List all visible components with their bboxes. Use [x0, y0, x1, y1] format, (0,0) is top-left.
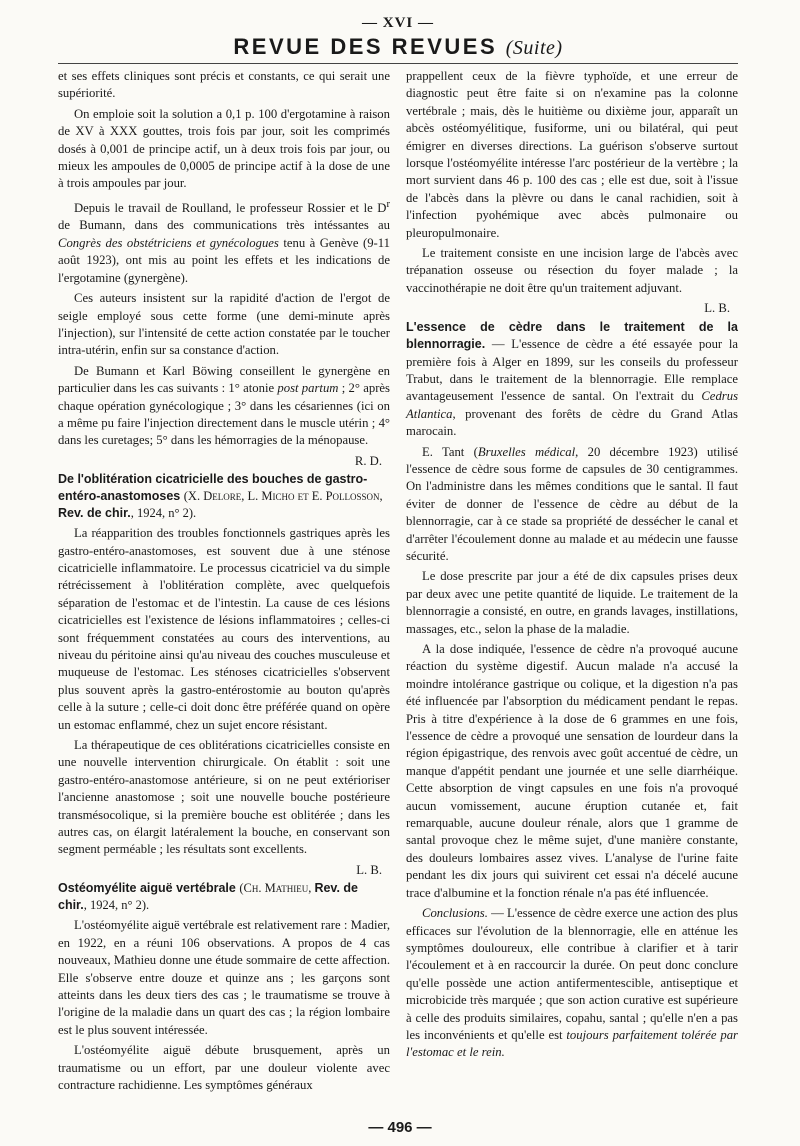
article-title — [58, 471, 390, 522]
article-title: L'essence de cèdre dans le traitement de la blennorragie. — [406, 319, 738, 352]
conclusions-label: Conclusions. — [422, 906, 488, 921]
running-title — [58, 34, 738, 61]
italic-run: Bruxelles médical — [477, 444, 576, 459]
running-title-text: REVUE DES REVUES — [233, 34, 498, 59]
article-authors: (Ch. Mathieu, — [239, 881, 312, 896]
paragraph: Le traitement consiste en une incision large de l'abcès avec trépanation osseuse ou résection du foyer malade ; la vaccinothérapie ne doit être qu'un traitement adjuvant. — [406, 246, 738, 295]
paragraph — [406, 444, 738, 566]
paragraph: Le dose prescrite par jour a été de dix capsules prises deux par deux avec une petite quantité de liquide. Le traitement de la blennorragie a consisté, en outre, en grands lavages, instillations, massages, etc., selon la phase de la maladie. — [406, 569, 738, 636]
paragraph: La thérapeutique de ces oblitérations cicatricielles consiste en une nouvelle intervention chirurgicale. On établit : soit une gastro-entéro-anastomose antérieure, si on ne peut extérioriser l'ancienne anastomose ; soit une nouvelle bouche postérieure transmésocolique, si la première bouche est oblitérée ; dans les autres cas, on élargit latéralement la bouche, en conservant son segment perméable ; les résultats sont excellents. — [58, 738, 390, 857]
paragraph — [58, 363, 390, 450]
journal-name: Rev. de chir. — [58, 506, 131, 521]
header-rule — [58, 63, 738, 64]
right-column — [406, 68, 738, 1097]
italic-run: post partum — [277, 381, 339, 396]
left-column — [58, 68, 390, 1097]
italic-run: Congrès des obstétriciens et gynécologues — [58, 235, 279, 250]
text-run: , 20 décembre 1923) utilisé l'essence de cèdre sous forme de capsules de 30 centigrammes. On l'administre dans les mêmes conditions que le santal. Il faut éviter de donner de l'essence de cèdre au début de la blennorragie, car à ce stade sa propriété de dessécher le canal et d'arrêter l'écoulement donne au malade et au médecin une fausse sécurité. — [406, 444, 738, 563]
roman-folio: — XVI — — [361, 15, 434, 31]
paragraph: prappellent ceux de la fièvre typhoïde, et une erreur de diagnostic peut être faite si on n'examine pas la colonne vertébrale ; mais, dès le huitième ou dixième jour, apparaît un abcès ostéomyélitique, fusiforme, uni ou bilatéral, qui peut émigrer en diverses directions. La guérison s'observe surtout lorsque l'ostéomyélite intéresse l'arc postérieur de la vertèbre ; la mort survient dans 46 p. 100 des cas ; elle est due, soit à l'issue de l'abcès dans la plèvre ou dans le canal rachidien, soit à l'infection pyohémique avec abcès pulmonaire ou pleuropulmonaire. — [406, 69, 738, 240]
text-run: E. Tant ( — [422, 444, 478, 459]
paragraph — [406, 319, 738, 441]
superscript: r — [386, 198, 390, 210]
text-run: — L'essence de cèdre a été essayée pour la première fois à Alger en 1899, sur les conseils du professeur Trabut, dans le traitement de la blennorragie. Elle remplace avantageusement l'essence de santal. On l'extrait du — [406, 337, 738, 404]
text-run: de Bumann, dans des communications très intéssantes au — [58, 218, 390, 233]
text-run: Depuis le travail de Roulland, le professeur Rossier et le D — [74, 201, 387, 216]
text-run: ; 2° après chaque opération gynécologique ; 3° dans les césariennes (ici on a même pu faire l'injection directement dans le muscle utérin ; 4° dans les curetages; 5° dans les hémorragies de la ménopause. — [58, 381, 390, 448]
text-run: tenu à Genève (9-11 août 1923), ont mis au point les effets et les indications de l'ergotamine (gynergène). — [58, 235, 390, 285]
text-run: De Bumann et Karl Böwing conseillent le gynergène en particulier dans les cas suivants : 1° atonie — [58, 363, 390, 396]
paragraph: La réapparition des troubles fonctionnels gastriques après les gastro-entéro-anastomoses, est souvent due à une sténose cicatricielle inflammatoire. Le processus cicatriciel va du simple rétrécissement à l'oblitération complète, avec quelquefois séparation de l'estomac et de l'intestin. La cause de ces lésions cicatricielles est l'existence de lésions inflammatoires ; celles-ci sont fréquemment constatées au cours des interventions, au niveau du péritoine ainsi qu'au niveau des couches musculeuse et muqueuse de l'estomac. Les sténoses cicatricielles s'observent plus souvent après la gastro-entérostomie au bouton qu'après celle à la suture ; celle-ci doit donc être préférée quand on opère un estomac enflammé, chez un sujet encore résistant. — [58, 526, 390, 732]
article-title — [58, 880, 390, 914]
text-run: — L'essence de cèdre exerce une action des plus efficaces sur l'évolution de la blennorragie, elle en atténue les symptômes douloureux, elle contribue à clarifier et à tarir l'écoulement et à en raccourcir la durée. On peut donc conclure qu'elle possède une action antifermentescible, antiseptique et microbicide très marquée ; que son action curative est supérieure à celle des produits similaires, copahu, santal ; qu'elle n'en a pas les inconvénients et qu'elle est — [406, 906, 738, 1042]
paragraph — [406, 905, 738, 1062]
paragraph: A la dose indiquée, l'essence de cèdre n'a provoqué aucune réaction du système digestif. Aucun malade n'a accusé la moindre intolérance gastrique ou colique, et la digestion n'a pas été influencée par l'absorption du médicament pendant le repas. Pris à titre d'expérience à la dose de 6 grammes en une fois, l'essence de cèdre a provoqué une sensation de lourdeur dans la région épigastrique, des renvois avec goût accentué de cèdre, un manque d'appétit pendant une journée et une selle diarrhéique. Cette absorption de vingt capsules en une fois n'a provoqué aucun vomissement, aucune éruption cutanée et, fait remarquable, aucune douleur rénale, alors que 1 gramme de santal provoque chez le même sujet, d'une manière constante, des douleurs lombaires assez vives. L'analyse de l'urine faite pendant les dix jours qui suivirent cet essai n'a décelé aucune trace d'albumine et la fonction rénale n'a pas été influencée. — [406, 642, 738, 900]
author-initials: L. B. — [704, 301, 730, 316]
running-title-suite: (Suite) — [505, 37, 563, 59]
paragraph: Ces auteurs insistent sur la rapidité d'action de l'ergot de seigle employé sous cette forme (une demi-minute après l'injection), sur l'intensité de cette action constatée par le toucher intra-utérin, enfin sur sa constance d'action. — [58, 291, 390, 358]
italic-run: toujours parfaitement tolérée par l'estomac et le rein. — [406, 1027, 738, 1060]
paragraph — [58, 196, 390, 287]
page-number: — 496 — — [368, 1119, 432, 1136]
journal-date: , 1924, n° 2). — [83, 898, 150, 913]
author-initials: L. B. — [356, 862, 382, 877]
italic-run: Cedrus Atlantica — [406, 389, 738, 421]
journal-date: , 1924, n° 2). — [130, 506, 197, 521]
two-column-body — [58, 68, 738, 1097]
title-text: Ostéomyélite aiguë vertébrale — [58, 881, 236, 896]
journal-name: Rev. de chir. — [58, 881, 358, 913]
paragraph: On emploie soit la solution a 0,1 p. 100 d'ergotamine à raison de XV à XXX gouttes, trois fois par jour, soit les comprimés dosés à 0,001 de principe actif, un à deux trois fois par jour, ou mieux les ampoules de 0,0005 de principe actif à la dose de une à trois ampoules par jour. — [58, 106, 390, 191]
text-run: , provenant des forêts de cèdre du Grand Atlas marocain. — [406, 406, 738, 439]
paragraph: L'ostéomyélite aiguë vertébrale est relativement rare : Madier, en 1922, en a réuni 106 observations. A propos de 4 cas nouveaux, Mathieu donne une étude sommaire de cette affection. Elle s'observe entre douze et quinze ans ; les garçons sont atteints dans les deux tiers des cas ; le traumatisme se trouve à l'origine de la maladie dans un quart des cas ; la région lombaire est le plus souvent intéressée. — [58, 918, 390, 1037]
paragraph: L'ostéomyélite aiguë débute brusquement, après un traumatisme ou un effort, par une douleur violente avec contracture rachidienne. Les symptômes généraux — [58, 1043, 390, 1092]
paragraph: et ses effets cliniques sont précis et constants, ce qui serait une supériorité. — [58, 69, 390, 101]
author-initials: R. D. — [354, 453, 382, 468]
article-authors: (X. Delore, L. Micho et E. Pollosson, — [183, 489, 383, 504]
title-text: De l'oblitération cicatricielle des bouches de gastro-entéro-anastomoses — [58, 472, 368, 504]
